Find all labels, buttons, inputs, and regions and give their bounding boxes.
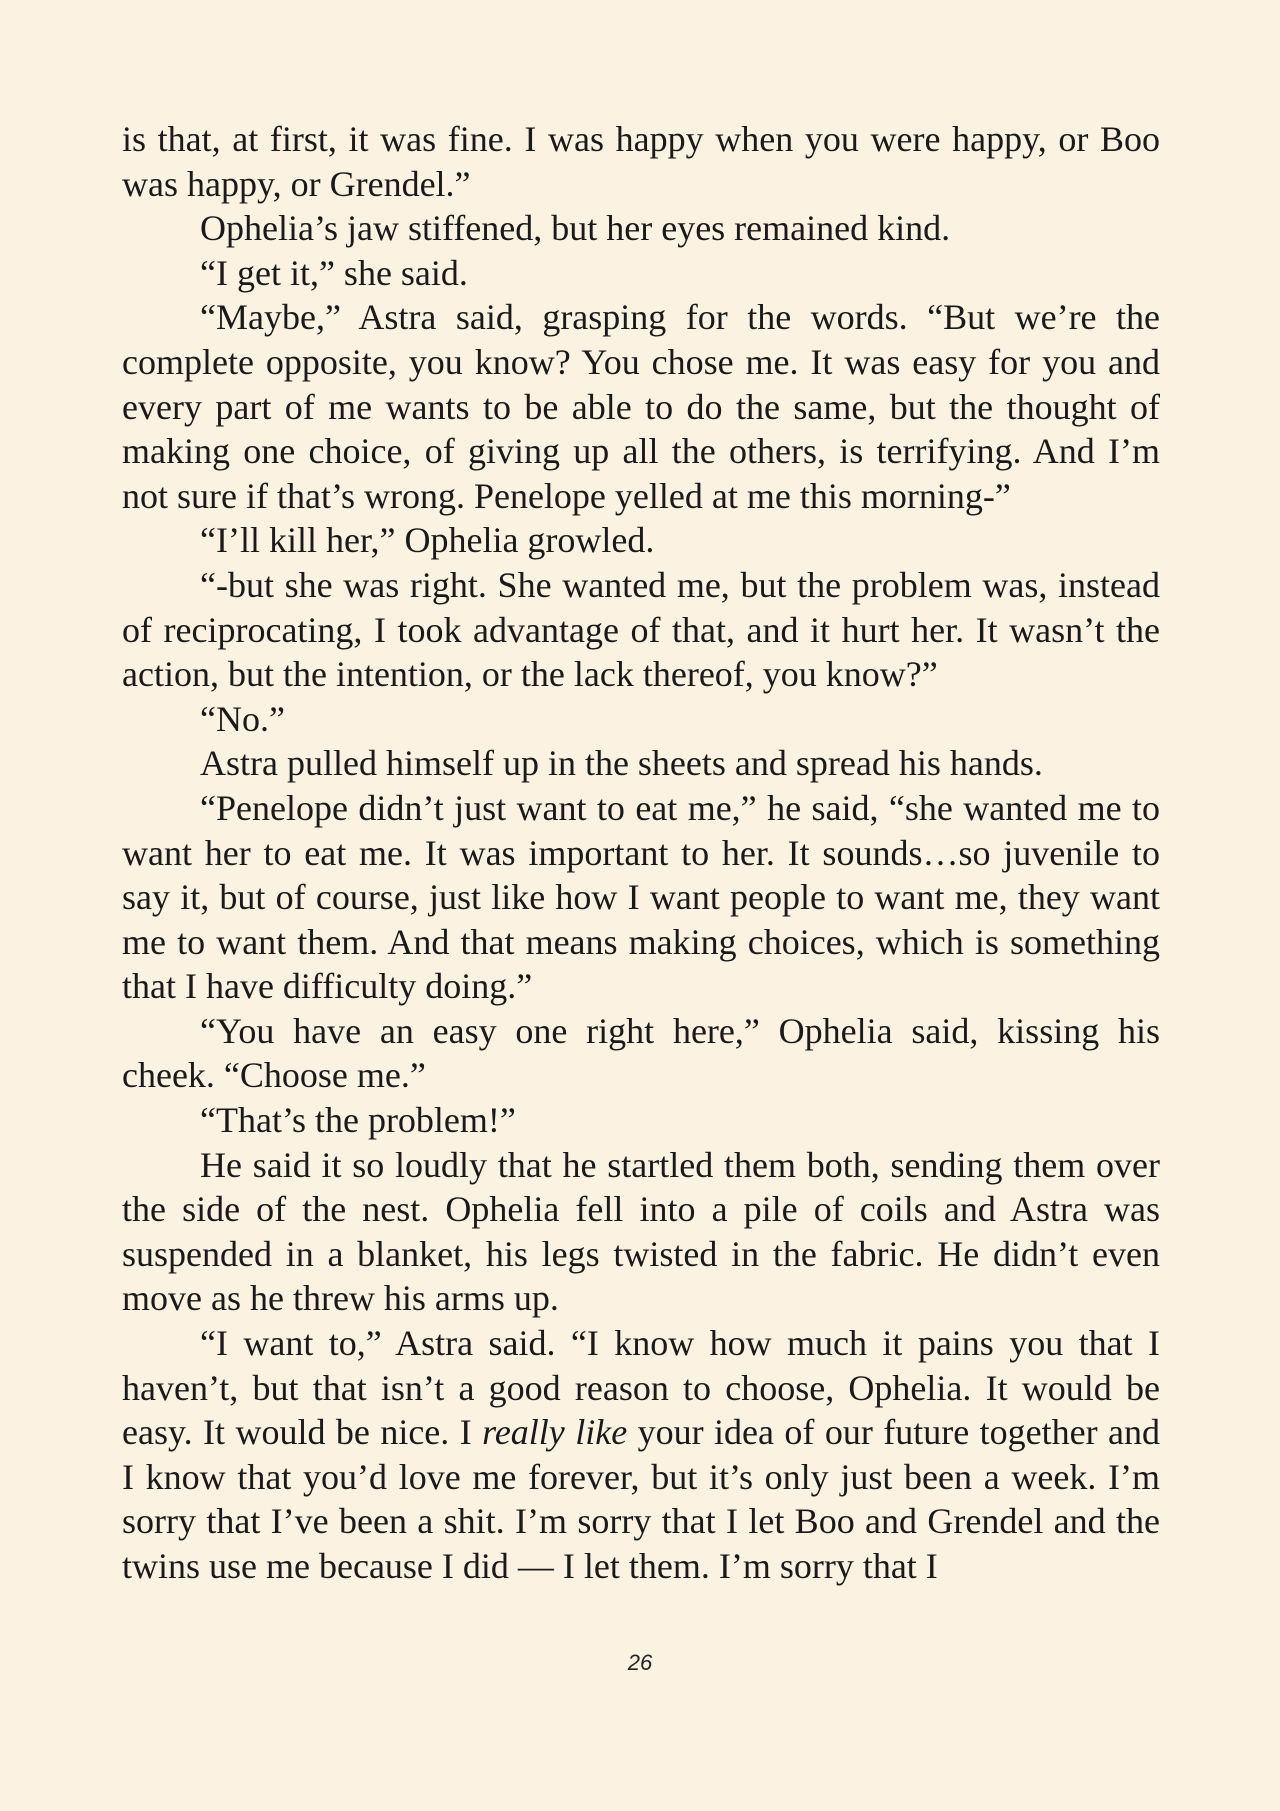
paragraph: is that, at first, it was fine. I was happy when you were happy, or Boo was happy, or Grendel.”	[122, 119, 1160, 204]
paragraph: Ophelia’s jaw stiffened, but her eyes remained kind.	[200, 208, 951, 249]
page-number: 26	[627, 1650, 653, 1675]
paragraph-text: “I want to,” Astra said. “I know how much it pains you that I haven’t, but that isn’t a good reason to choose, Ophelia. It would be easy. It would be nice. I	[122, 1323, 1160, 1453]
paragraph: He said it so loudly that he startled them both, sending them over the side of the nest. Ophelia fell into a pile of coils and Astra was suspended in a blanket, his legs twisted in the fabric. He didn’t even move as he threw his arms up.	[122, 1144, 1160, 1319]
paragraph	[122, 1321, 1160, 1589]
paragraph: “That’s the problem!”	[200, 1100, 516, 1141]
paragraph: “You have an easy one right here,” Ophelia said, kissing his cheek. “Choose me.”	[122, 1010, 1160, 1096]
paragraph-text: your idea of our future together and I know that you’d love me forever, but it’s only just been a week. I’m sorry that I’ve been a shit. I’m sorry that I let Boo and Grendel and the twins use me because I did — I let them. I’m sorry that I	[122, 1412, 1160, 1586]
paragraph: “Maybe,” Astra said, grasping for the words. “But we’re the complete opposite, you know? You chose me. It was easy for you and every part of me wants to be able to do the same, but the thought of making one choice, of giving up all the others, is terrifying. And I’m not sure if that’s wrong. Penelope yelled at me this morning-”	[122, 297, 1160, 516]
paragraph: “No.”	[200, 698, 285, 739]
emphasized-text: really like	[482, 1412, 628, 1453]
paragraph: “I get it,” she said.	[200, 252, 468, 293]
paragraph: “Penelope didn’t just want to eat me,” he said, “she wanted me to want her to eat me. It was important to her. It sounds…so juvenile to say it, but of course, just like how I want people to want me, they want me to want them. And that means making choices, which is something that I have difficulty doing.”	[122, 787, 1160, 1007]
body-text	[122, 117, 1160, 1589]
paragraph: “-but she was right. She wanted me, but the problem was, instead of reciprocating, I took advantage of that, and it hurt her. It wasn’t the action, but the intention, or the lack thereof, you know?”	[122, 564, 1160, 695]
paragraph: “I’ll kill her,” Ophelia growled.	[200, 520, 655, 561]
paragraph: Astra pulled himself up in the sheets and spread his hands.	[200, 743, 1043, 784]
